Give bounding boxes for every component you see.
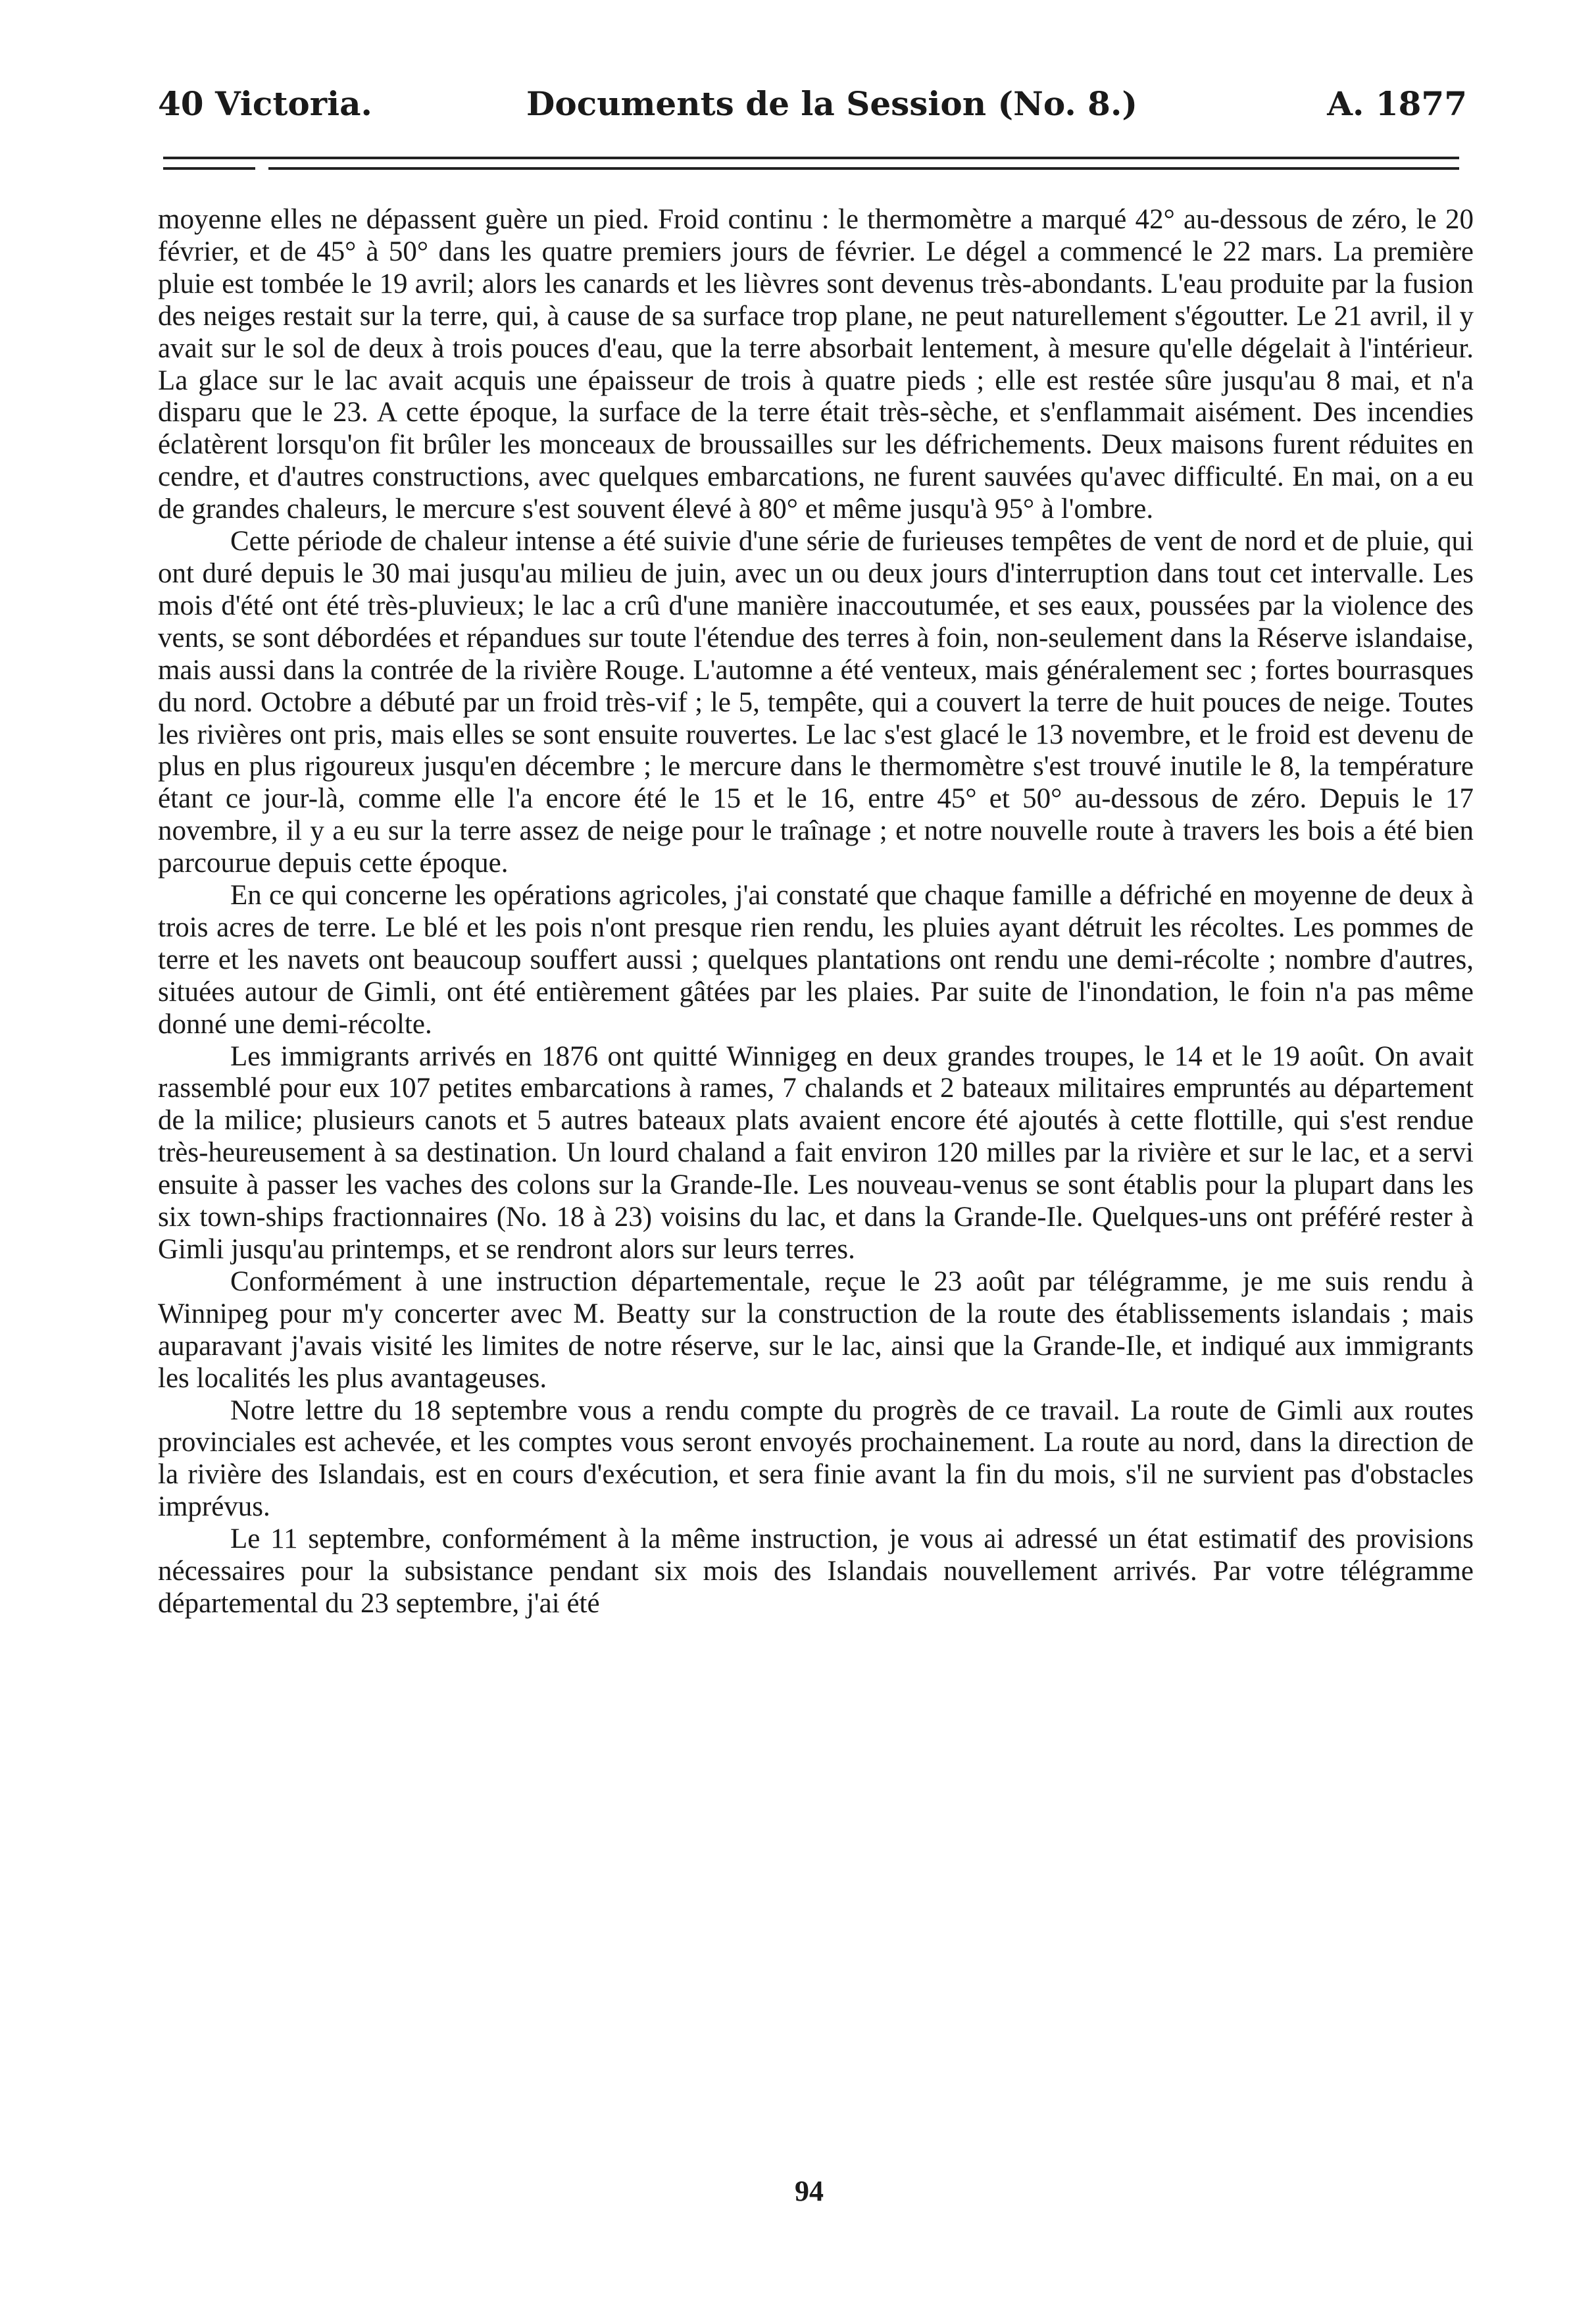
header-rule-top (163, 157, 1459, 159)
header-rule-bottom-right (268, 167, 1459, 170)
paragraph-1: moyenne elles ne dépassent guère un pied. Froid continu : le thermomètre a marqué 42° au-dessous de zéro, le 20 février, et de 45° à 50° dans les quatre premiers jours de février. Le dégel a commencé le 22 mars. La première pluie est tombée le 19 avril; alors les canards et les lièvres sont devenus très-abondants. L'eau produite par la fusion des neiges restait sur la terre, qui, à cause de sa surface trop plane, ne peut naturellement s'égoutter. Le 21 avril, il y avait sur le sol de deux à trois pouces d'eau, que la terre absorbait lentement, à mesure qu'elle dégelait à l'intérieur. La glace sur le lac avait acquis une épaisseur de trois à quatre pieds ; elle est restée sûre jusqu'au 8 mai, et n'a disparu que le 23. A cette époque, la surface de la terre était très-sèche, et s'enflammait aisément. Des incendies éclatèrent lorsqu'on fit brûler les monceaux de broussailles sur les défrichements. Deux maisons furent réduites en cendre, et d'autres constructions, avec quelques embarcations, ne furent sauvées qu'avec difficulté. En mai, on a eu de grandes chaleurs, le mercure s'est souvent élevé à 80° et même jusqu'à 95° à l'ombre. (158, 204, 1474, 525)
header-year: A. 1877 (1327, 84, 1467, 123)
paragraph-6: Notre lettre du 18 septembre vous a rendu compte du progrès de ce travail. La route de Gimli aux routes provinciales est achevée, et les comptes vous seront envoyés prochainement. La route au nord, dans la direction de la rivière des Islandais, est en cours d'exécution, et sera finie avant la fin du mois, s'il ne survient pas d'obstacles imprévus. (158, 1394, 1474, 1523)
header-volume: 40 Victoria. (158, 84, 372, 123)
header-title: Documents de la Session (No. 8.) (526, 84, 1138, 123)
paragraph-2: Cette période de chaleur intense a été suivie d'une série de furieuses tempêtes de vent de nord et de pluie, qui ont duré depuis le 30 mai jusqu'au milieu de juin, avec un ou deux jours d'interruption dans tout cet intervalle. Les mois d'été ont été très-pluvieux; le lac a crû d'une manière inaccoutumée, et ses eaux, poussées par la violence des vents, se sont débordées et répandues sur toute l'étendue des terres à foin, non-seulement dans la Réserve islandaise, mais aussi dans la contrée de la rivière Rouge. L'automne a été venteux, mais généralement sec ; fortes bourrasques du nord. Octobre a débuté par un froid très-vif ; le 5, tempête, qui a couvert la terre de huit pouces de neige. Toutes les rivières ont pris, mais elles se sont ensuite rouvertes. Le lac s'est glacé le 13 novembre, et le froid est devenu de plus en plus rigoureux jusqu'en décembre ; le mercure dans le thermomètre s'est trouvé inutile le 8, la température étant ce jour-là, comme elle l'a encore été le 15 et le 16, entre 45° et 50° au-dessous de zéro. Depuis le 17 novembre, il y a eu sur la terre assez de neige pour le traînage ; et notre nouvelle route à travers les bois a été bien parcourue depuis cette époque. (158, 526, 1474, 879)
body-text (158, 204, 1474, 2152)
page-number: 94 (795, 2175, 824, 2207)
paragraph-3: En ce qui concerne les opérations agricoles, j'ai constaté que chaque famille a défriché en moyenne de deux à trois acres de terre. Le blé et les pois n'ont presque rien rendu, les pluies ayant détruit les récoltes. Les pommes de terre et les navets ont beaucoup souffert aussi ; quelques plantations ont rendu une demi-récolte ; nombre d'autres, situées autour de Gimli, ont été entièrement gâtées par les plaies. Par suite de l'inondation, le foin n'a pas même donné une demi-récolte. (158, 880, 1474, 1040)
page-header (158, 78, 1467, 130)
paragraph-5: Conformément à une instruction départementale, reçue le 23 août par télégramme, je me suis rendu à Winnipeg pour m'y concerter avec M. Beatty sur la construction de la route des établissements islandais ; mais auparavant j'avais visité les limites de notre réserve, sur le lac, ainsi que la Grande-Ile, et indiqué aux immigrants les localités les plus avantageuses. (158, 1265, 1474, 1394)
paragraph-4: Les immigrants arrivés en 1876 ont quitté Winnigeg en deux grandes troupes, le 14 et le 19 août. On avait rassemblé pour eux 107 petites embarcations à rames, 7 chalands et 2 bateaux militaires empruntés au département de la milice; plusieurs canots et 5 autres bateaux plats avaient encore été ajoutés à cette flottille, qui s'est rendue très-heureusement à sa destination. Un lourd chaland a fait environ 120 milles par la rivière et sur le lac, et a servi ensuite à passer les vaches des colons sur la Grande-Ile. Les nouveau-venus se sont établis pour la plupart dans les six town-ships fractionnaires (No. 18 à 23) voisins du lac, et dans la Grande-Ile. Quelques-uns ont préféré rester à Gimli jusqu'au printemps, et se rendront alors sur leurs terres. (158, 1040, 1474, 1265)
paragraph-7: Le 11 septembre, conformément à la même instruction, je vous ai adressé un état estimatif des provisions nécessaires pour la subsistance pendant six mois des Islandais nouvellement arrivés. Par votre télégramme départemental du 23 septembre, j'ai été (158, 1523, 1474, 1619)
header-rule-bottom-left (163, 167, 255, 170)
